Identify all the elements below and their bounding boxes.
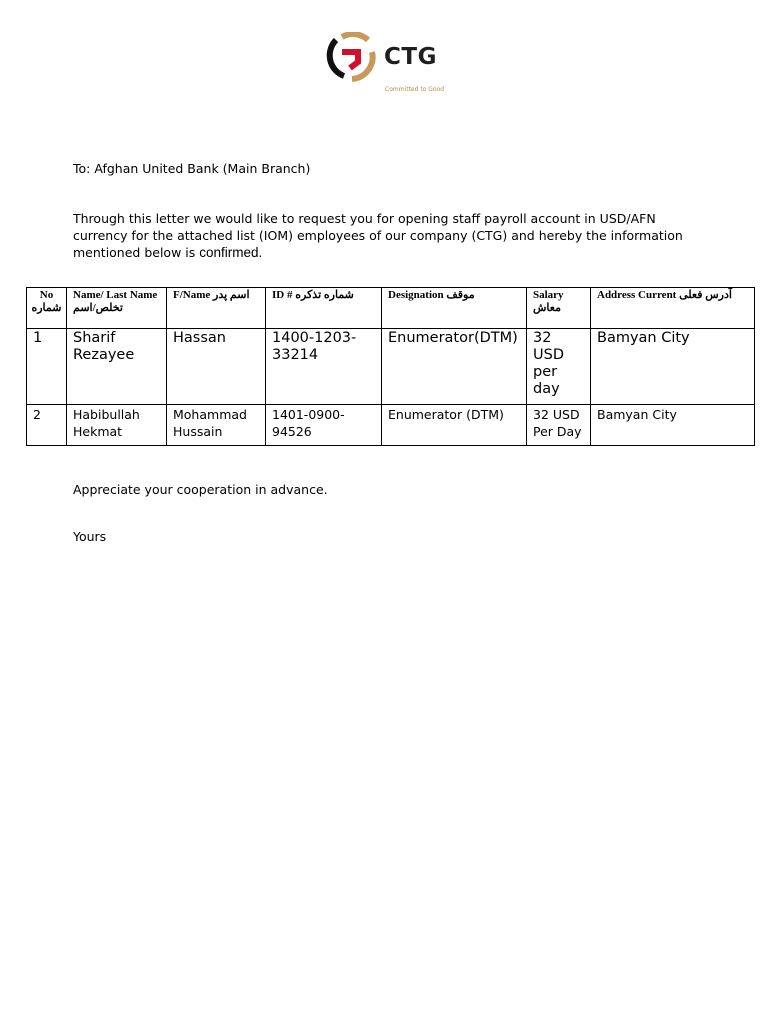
cell-id: 1401-0900-94526 (266, 405, 382, 446)
recipient-line: To: Afghan United Bank (Main Branch) (73, 161, 311, 176)
intro-tail: confirmed. (199, 245, 263, 260)
header-fname: F/Name اسم پدر (167, 288, 266, 329)
cell-designation: Enumerator (DTM) (382, 405, 527, 446)
appreciation-line: Appreciate your cooperation in advance. (73, 482, 328, 497)
cell-fname: Mohammad Hussain (167, 405, 266, 446)
ctg-logo (322, 32, 452, 96)
table-row (27, 405, 755, 446)
cell-name: Sharif Rezayee (67, 329, 167, 405)
cell-id: 1400-1203-33214 (266, 329, 382, 405)
cell-salary: 32 USD Per Day (527, 405, 591, 446)
header-id: ID # شماره تذکره (266, 288, 382, 329)
logo-wordmark: CTG (384, 44, 437, 70)
ctg-logo-mark-icon (322, 32, 382, 92)
cell-no: 2 (27, 405, 67, 446)
cell-no: 1 (27, 329, 67, 405)
header-name: Name/ Last Name تخلص/اسم (67, 288, 167, 329)
cell-name: Habibullah Hekmat (67, 405, 167, 446)
cell-designation: Enumerator(DTM) (382, 329, 527, 405)
cell-address: Bamyan City (591, 405, 755, 446)
cell-fname: Hassan (167, 329, 266, 405)
header-designation: Designation موقف (382, 288, 527, 329)
table-row (27, 329, 755, 405)
header-no: No شماره (27, 288, 67, 329)
staff-table (26, 287, 755, 446)
cell-address: Bamyan City (591, 329, 755, 405)
header-address: Address Current آدرس فعلی (591, 288, 755, 329)
intro-paragraph (73, 210, 713, 261)
cell-salary: 32 USD per day (527, 329, 591, 405)
intro-text: Through this letter we would like to request you for opening staff payroll account in USD/AFN currency for the attached list (IOM) employees of our company (CTG) and hereby the information mentioned below is (73, 211, 683, 260)
table-header-row (27, 288, 755, 329)
closing-line: Yours (73, 529, 107, 544)
header-salary: Salary معاش (527, 288, 591, 329)
logo-tagline: Committed to Good (385, 86, 445, 93)
